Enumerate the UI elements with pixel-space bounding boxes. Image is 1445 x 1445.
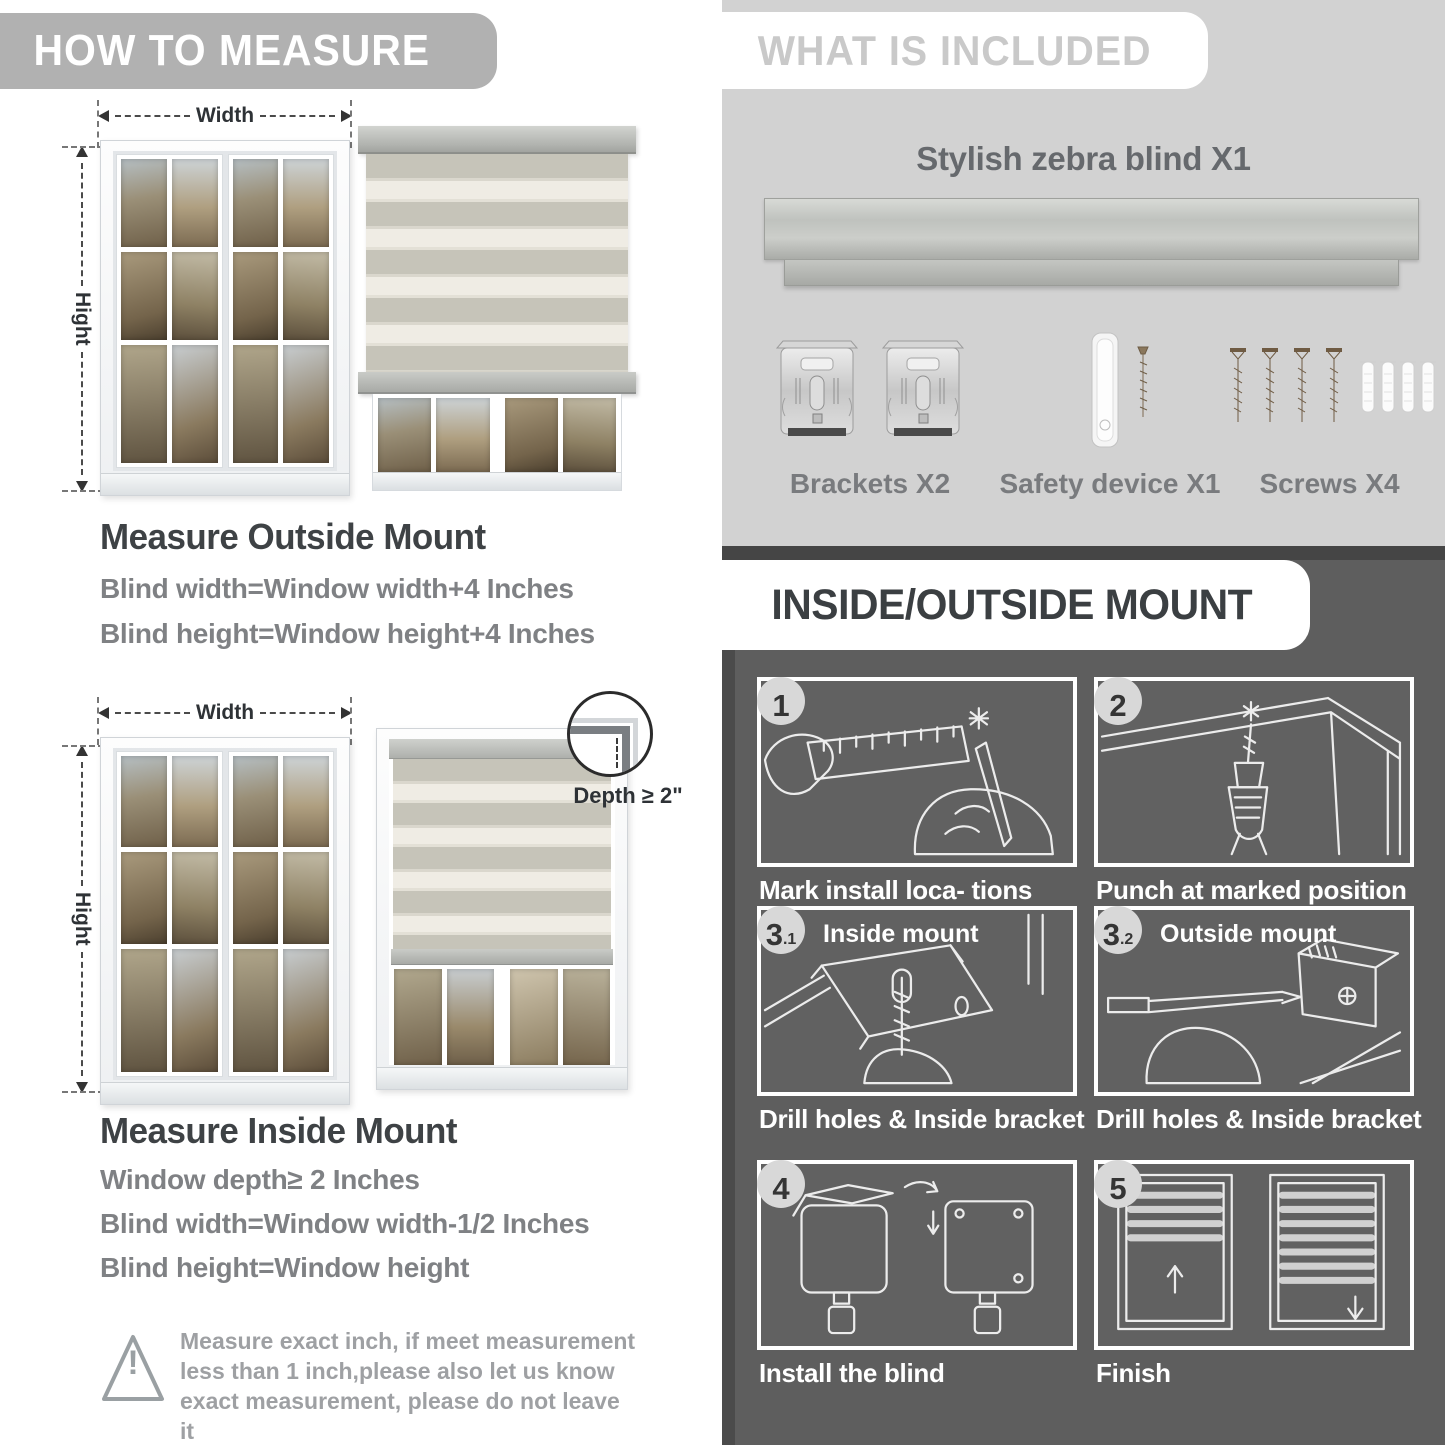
- window-below-blind: [372, 394, 622, 491]
- safety-device-label: Safety device X1: [999, 468, 1221, 499]
- depth-magnifier-icon: [567, 691, 653, 777]
- what-is-included-section: [722, 0, 1445, 546]
- what-is-included-title: WHAT IS INCLUDED: [757, 27, 1152, 74]
- step-caption-3-2: Drill holes & Inside bracket: [1096, 1104, 1422, 1134]
- mount-title: INSIDE/OUTSIDE MOUNT: [771, 581, 1253, 629]
- height-label: Hight: [71, 292, 94, 346]
- inside-line-3: Blind height=Window height: [100, 1252, 470, 1283]
- blind-bottom-rail: [391, 949, 613, 965]
- zebra-blind-outside-photo: [358, 126, 636, 491]
- mark-locations-illustration: [763, 683, 1067, 857]
- included-item-brackets: [760, 328, 980, 500]
- window-photo-outside: [100, 140, 350, 496]
- section-divider: [722, 546, 1445, 560]
- finish-illustration: [1100, 1166, 1404, 1340]
- step-panel-2: [1094, 677, 1414, 867]
- inside-line-1: Window depth≥ 2 Inches: [100, 1164, 420, 1195]
- step-badge: 5: [1094, 1160, 1142, 1208]
- step-caption-5: Finish: [1096, 1358, 1171, 1388]
- window-pane: [121, 159, 167, 247]
- width-arrow: [98, 106, 352, 126]
- step-panel-4: [757, 1160, 1077, 1350]
- measure-tick: [62, 490, 104, 492]
- mount-banner: [722, 560, 1310, 650]
- blind-cassette-product: [764, 198, 1419, 260]
- measure-tick: [97, 100, 99, 148]
- step-badge: 4: [757, 1160, 805, 1208]
- width-label: Width: [195, 701, 255, 724]
- measure-tick: [62, 745, 104, 747]
- blind-cassette-lip: [784, 260, 1399, 286]
- warning-triangle-icon: [100, 1330, 166, 1406]
- step-panel-title: Inside mount: [823, 920, 979, 948]
- screws-icon: [1222, 332, 1437, 452]
- bracket-icon: [771, 336, 863, 448]
- step-badge: 3 .1: [757, 906, 805, 954]
- safety-device-icon: [1050, 329, 1170, 455]
- window-photo-inside: [100, 737, 350, 1105]
- outside-line-1: Blind width=Window width+4 Inches: [100, 573, 574, 604]
- bracket-icon: [877, 336, 969, 448]
- step-caption-2: Punch at marked position: [1096, 875, 1407, 905]
- measure-outside-lines: [100, 566, 595, 656]
- arrow-left-icon: [98, 110, 109, 122]
- how-to-measure-banner: [0, 13, 497, 89]
- measure-tick: [62, 146, 104, 148]
- window-sill: [101, 1082, 349, 1104]
- step-caption-3-1: Drill holes & Inside bracket: [759, 1104, 1085, 1134]
- height-label: Hight: [71, 892, 94, 946]
- install-blind-illustration: [763, 1166, 1067, 1340]
- measure-inside-lines: [100, 1158, 589, 1290]
- measure-outside-title: Measure Outside Mount: [100, 516, 486, 557]
- what-is-included-banner: [722, 12, 1208, 89]
- step-badge: 3 .2: [1094, 906, 1142, 954]
- product-label: Stylish zebra blind X1: [916, 140, 1251, 177]
- step-badge: 2: [1094, 677, 1142, 725]
- arrow-left-icon: [98, 707, 109, 719]
- outside-line-2: Blind height=Window height+4 Inches: [100, 618, 595, 649]
- blind-bottom-rail: [358, 372, 636, 394]
- measure-note: Measure exact inch, if meet measurement less than 1 inch,please also let us know exact measurement, please do not leave it: [180, 1328, 636, 1444]
- measure-tick: [62, 1091, 104, 1093]
- window-door: [116, 154, 223, 468]
- depth-label: Depth ≥ 2": [573, 783, 683, 808]
- height-arrow: [70, 146, 94, 492]
- step-panel-1: [757, 677, 1077, 867]
- window-door: [228, 751, 335, 1077]
- anchors-icon: [1360, 362, 1436, 412]
- measure-tick: [350, 697, 352, 745]
- step-badge: 1: [757, 677, 805, 725]
- window-below-blind: [389, 965, 615, 1065]
- how-to-measure-title: HOW TO MEASURE: [33, 26, 430, 75]
- blind-cassette: [358, 126, 636, 154]
- measure-tick: [97, 697, 99, 745]
- warning-glyph: !: [127, 1344, 139, 1382]
- step-caption-4: Install the blind: [759, 1358, 945, 1388]
- step-caption-1: Mark install loca- tions: [759, 875, 1033, 905]
- height-arrow: [70, 745, 94, 1093]
- window-door: [116, 751, 223, 1077]
- measure-inside-title: Measure Inside Mount: [100, 1110, 458, 1151]
- inside-line-2: Blind width=Window width-1/2 Inches: [100, 1208, 590, 1239]
- measure-tick: [350, 100, 352, 148]
- window-sill: [377, 1067, 627, 1089]
- included-item-safety-device: [999, 328, 1221, 500]
- included-item-screws: [1222, 328, 1437, 500]
- step-panel-title: Outside mount: [1160, 920, 1337, 948]
- blind-stripes: [366, 154, 628, 372]
- width-label: Width: [195, 104, 255, 127]
- mount-steps-section: [722, 546, 1445, 1445]
- step-panel-5: [1094, 1160, 1414, 1350]
- window-sill: [373, 472, 621, 490]
- step-panel-3-2: [1094, 906, 1414, 1096]
- screws-label: Screws X4: [1259, 468, 1400, 499]
- width-arrow: [98, 703, 352, 723]
- brackets-label: Brackets X2: [789, 468, 951, 499]
- step-panel-3-1: [757, 906, 1077, 1096]
- section-edge: [722, 650, 735, 1445]
- window-door: [228, 154, 335, 468]
- punch-position-illustration: [1100, 683, 1404, 857]
- window-sill: [101, 473, 349, 495]
